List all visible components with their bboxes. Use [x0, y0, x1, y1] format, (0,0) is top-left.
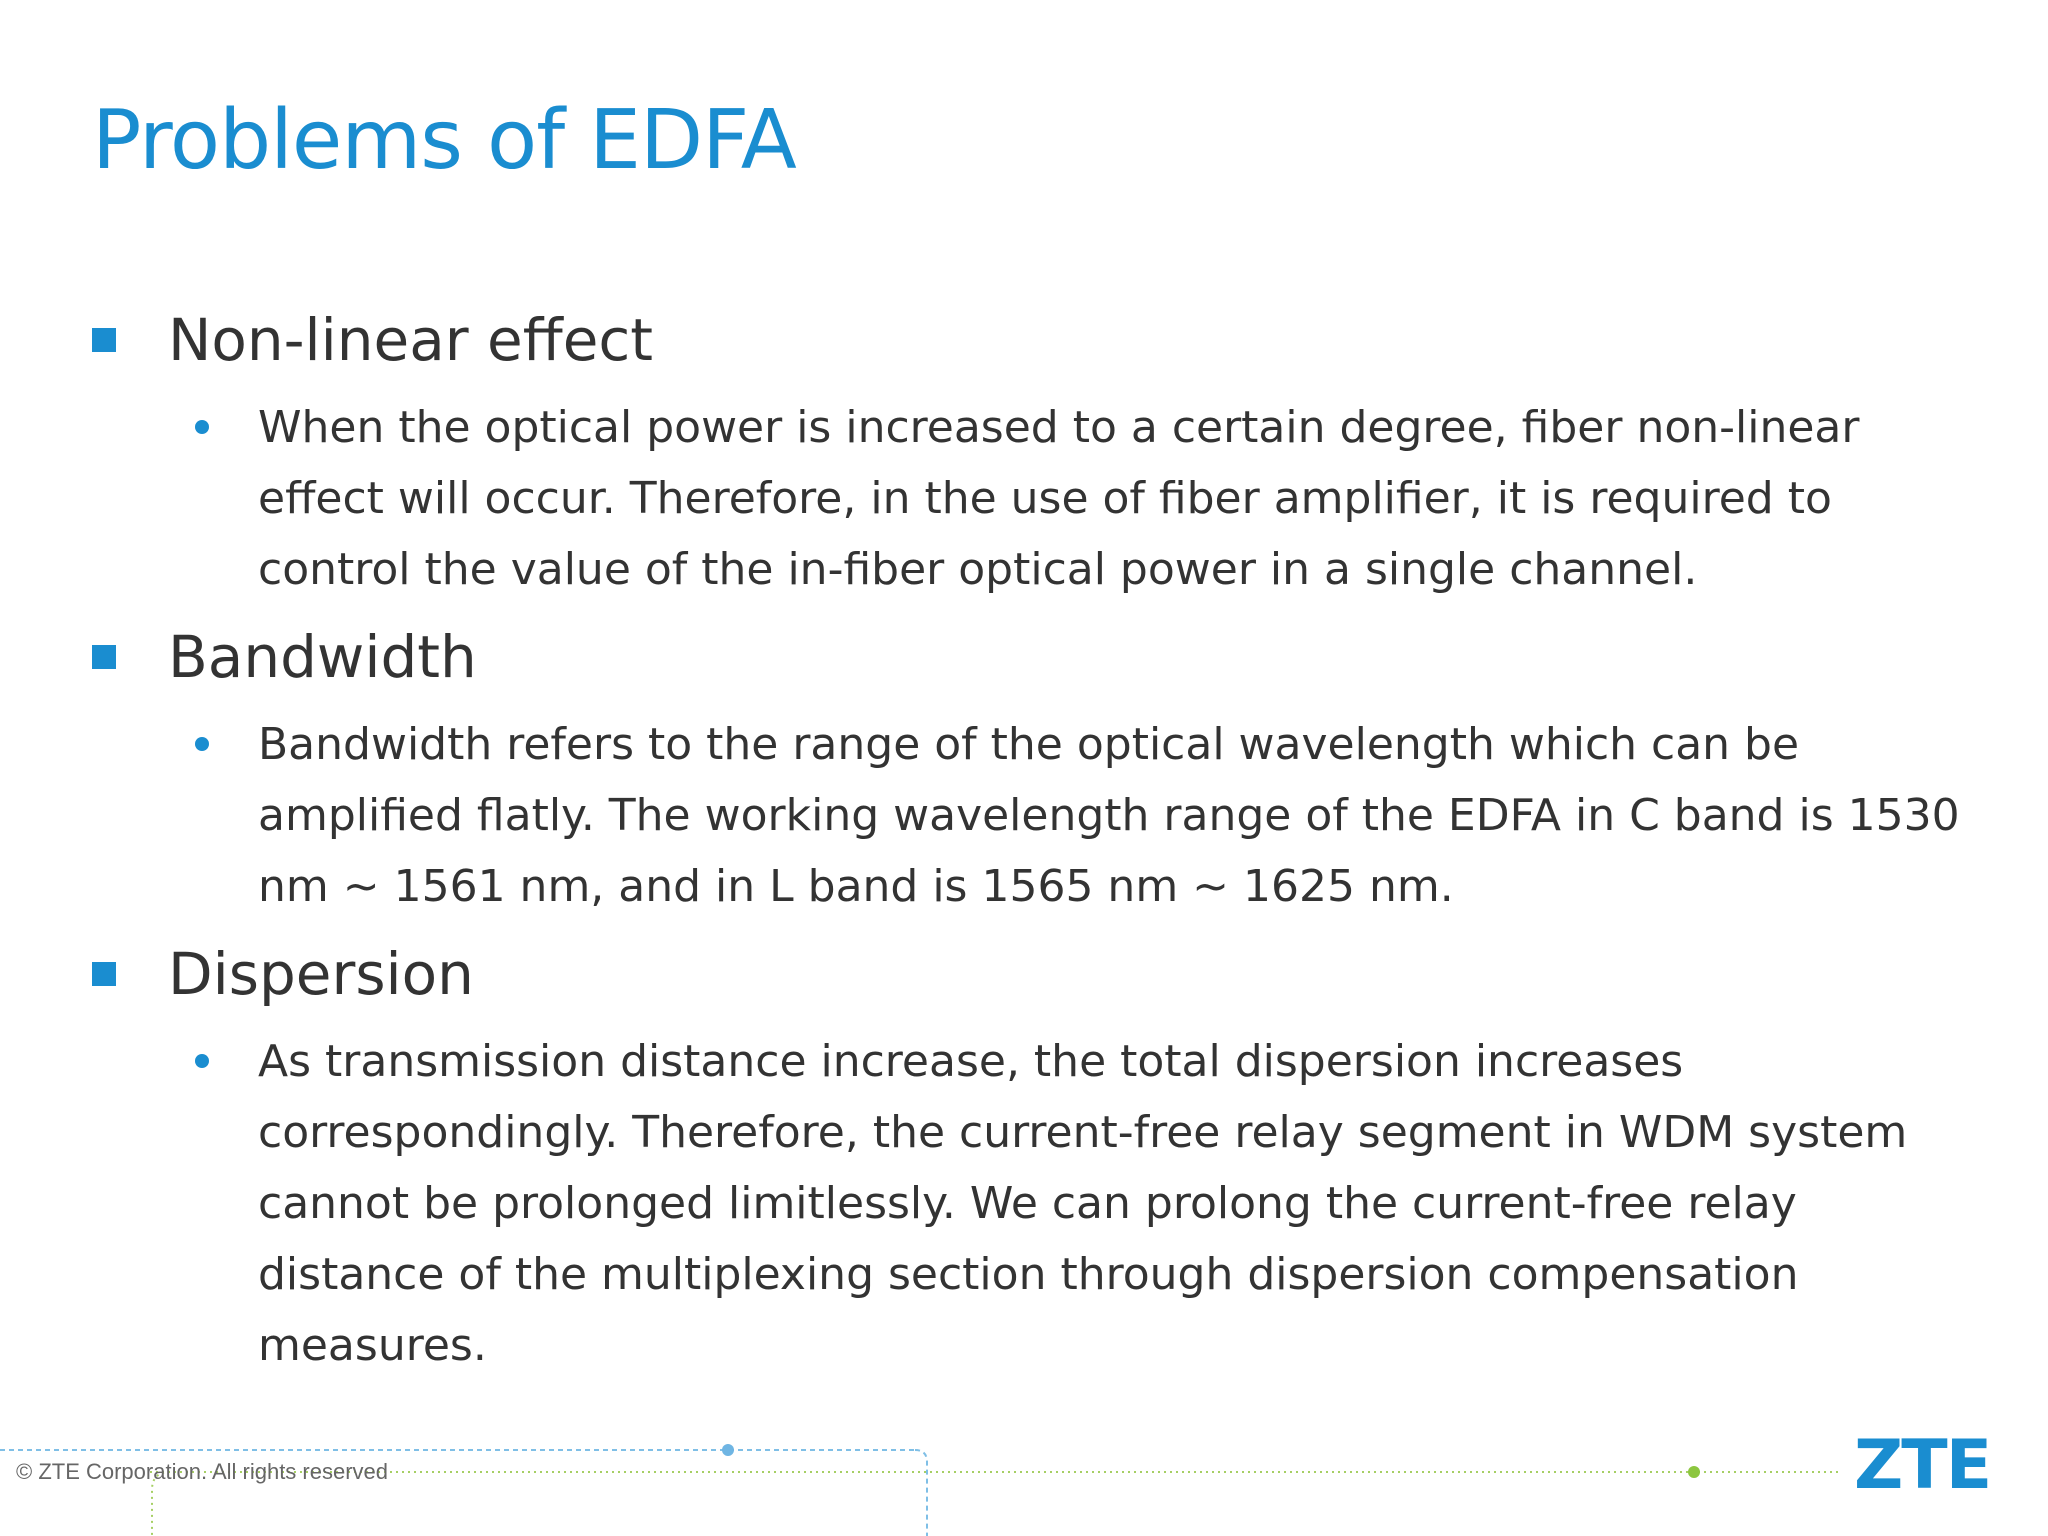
section-bandwidth [92, 617, 1972, 922]
sub-bullet-item [258, 392, 1970, 605]
section-non-linear-effect [92, 300, 1972, 605]
square-bullet-icon [92, 328, 116, 352]
sub-bullet-text: As transmission distance increase, the total dispersion increases correspondingly. Therefore, the current-free relay segment in WDM system cannot be prolonged limitlessly. We can prolong the current-free relay distance of the multiplexing section through dispersion compensation measures. [258, 1036, 1908, 1371]
square-bullet-icon [92, 645, 116, 669]
zte-logo: ZTE [1854, 1426, 1991, 1505]
footer-green-dot-icon [1688, 1466, 1700, 1478]
dot-bullet-icon [195, 737, 209, 751]
slide-footer [0, 1416, 2048, 1536]
bullet-list [92, 300, 1972, 1381]
copyright-notice: © ZTE Corporation. All rights reserved [16, 1459, 389, 1484]
section-heading: Dispersion [168, 940, 474, 1008]
section-heading-row [92, 934, 1972, 1014]
footer-dashed-blue-curve [915, 1450, 927, 1536]
sub-bullet-item [258, 709, 1970, 922]
sub-bullet-text: When the optical power is increased to a certain degree, fiber non-linear effect will occur. Therefore, in the use of fiber amplifier, it is required to control the value of the in-fiber optical power in a single channel. [258, 402, 1860, 595]
square-bullet-icon [92, 962, 116, 986]
section-dispersion [92, 934, 1972, 1381]
dot-bullet-icon [195, 420, 209, 434]
section-heading: Bandwidth [168, 623, 477, 691]
section-heading: Non-linear effect [168, 306, 654, 374]
sub-bullet-item [258, 1026, 1970, 1381]
slide-title: Problems of EDFA [92, 93, 796, 188]
dot-bullet-icon [195, 1054, 209, 1068]
footer-blue-dot-icon [722, 1444, 734, 1456]
section-heading-row [92, 617, 1972, 697]
sub-bullet-text: Bandwidth refers to the range of the optical wavelength which can be amplified flatly. The working wavelength range of the EDFA in C band is 1530 nm ~ 1561 nm, and in L band is 1565 nm ~ 1625 nm. [258, 719, 1960, 912]
section-heading-row [92, 300, 1972, 380]
